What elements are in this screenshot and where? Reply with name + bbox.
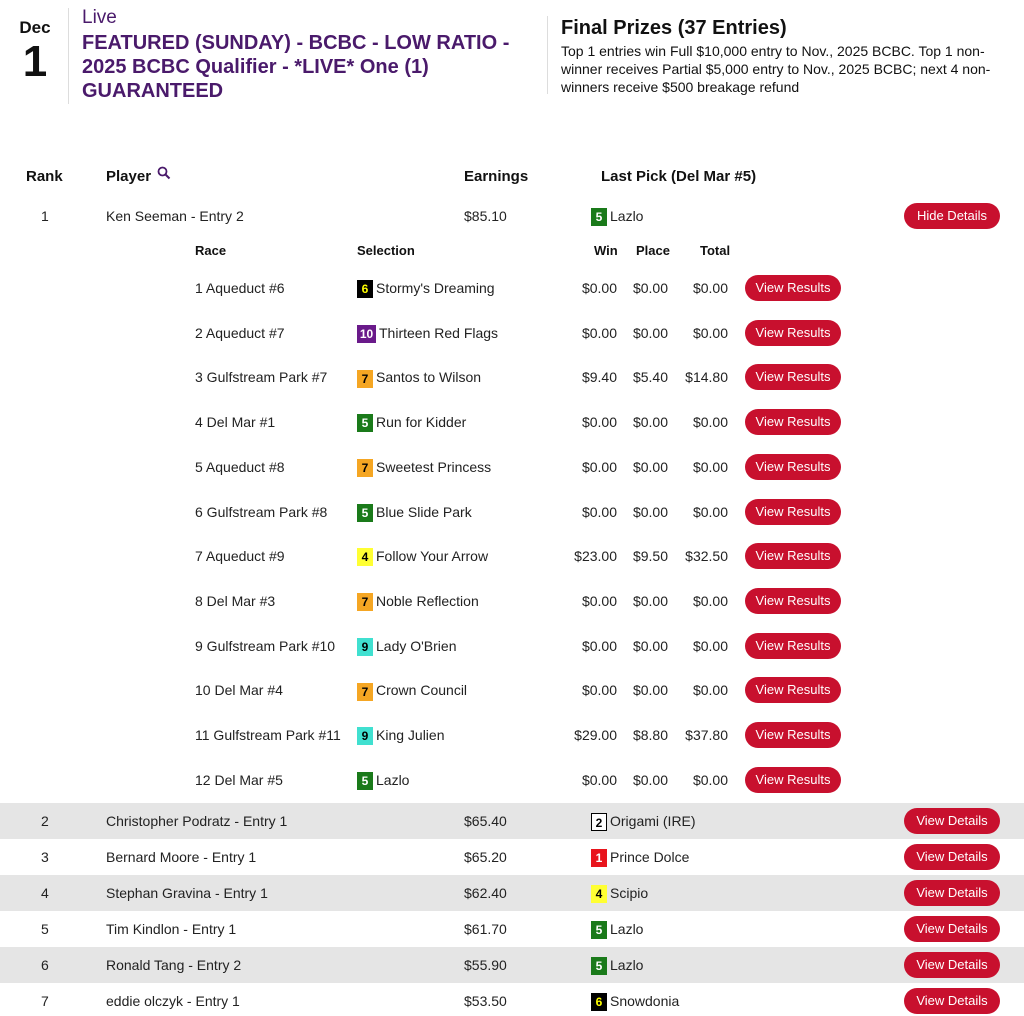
race-name: 6 Gulfstream Park #8 <box>195 503 328 520</box>
view-details-button[interactable]: View Details <box>904 844 1000 870</box>
race-detail-row <box>0 624 1024 668</box>
prizes-info <box>561 17 1016 96</box>
race-name: 10 Del Mar #4 <box>195 682 283 699</box>
view-results-button[interactable]: View Results <box>745 320 841 346</box>
tournament-name: FEATURED (SUNDAY) - BCBC - LOW RATIO - 2025 BCBC Qualifier - *LIVE* One (1) GUARANTEED <box>82 32 510 102</box>
win-amount: $0.00 <box>581 592 617 609</box>
total-amount: $0.00 <box>692 324 728 341</box>
leaderboard-row <box>0 947 1024 983</box>
last-pick <box>591 839 689 875</box>
earnings-cell: $61.70 <box>464 921 507 937</box>
rank-cell: 6 <box>41 957 49 973</box>
selection <box>357 445 491 489</box>
total-amount: $0.00 <box>692 458 728 475</box>
horse-name: Sweetest Princess <box>376 458 492 475</box>
place-amount: $0.00 <box>632 682 668 699</box>
race-detail-row <box>0 534 1024 578</box>
total-amount: $0.00 <box>692 771 728 788</box>
view-details-button[interactable]: View Details <box>904 808 1000 834</box>
view-results-button[interactable]: View Results <box>745 543 841 569</box>
horse-name: Prince Dolce <box>610 849 690 865</box>
race-name: 8 Del Mar #3 <box>195 592 276 609</box>
race-detail-row <box>0 445 1024 489</box>
view-results-button[interactable]: View Results <box>745 409 841 435</box>
win-amount: $0.00 <box>581 682 617 699</box>
total-amount: $0.00 <box>692 503 728 520</box>
program-number-badge: 4 <box>357 548 373 566</box>
view-results-button[interactable]: View Results <box>745 677 841 703</box>
place-amount: $0.00 <box>632 414 668 431</box>
total-amount: $14.80 <box>685 369 728 386</box>
horse-name: Snowdonia <box>610 993 680 1009</box>
program-number-badge: 6 <box>591 993 607 1011</box>
player-name: Tim Kindlon - Entry 1 <box>106 921 237 937</box>
view-results-button[interactable]: View Results <box>745 499 841 525</box>
view-results-button[interactable]: View Results <box>745 275 841 301</box>
place-amount: $0.00 <box>632 458 668 475</box>
race-name: 12 Del Mar #5 <box>195 771 283 788</box>
win-amount: $0.00 <box>581 280 617 296</box>
view-results-button[interactable]: View Results <box>745 454 841 480</box>
leaderboard-row <box>0 875 1024 911</box>
last-pick <box>591 911 643 947</box>
view-details-button[interactable]: View Details <box>904 880 1000 906</box>
program-number-badge: 9 <box>357 727 373 745</box>
tournament-status: Live <box>82 7 117 28</box>
selection <box>357 400 466 444</box>
horse-name: Crown Council <box>376 682 468 699</box>
earnings-cell: $85.10 <box>464 208 507 224</box>
detail-header-total: Total <box>700 243 731 258</box>
column-header-last-pick: Last Pick (Del Mar #5) <box>601 168 757 185</box>
rank-cell: 4 <box>41 885 49 901</box>
place-amount: $8.80 <box>632 727 668 743</box>
horse-name: Blue Slide Park <box>376 503 472 520</box>
win-amount: $0.00 <box>581 458 617 475</box>
race-detail-row <box>0 490 1024 534</box>
horse-name: Stormy's Dreaming <box>376 280 495 296</box>
race-detail-row <box>0 579 1024 623</box>
total-amount: $0.00 <box>692 280 728 296</box>
place-amount: $0.00 <box>632 324 668 341</box>
earnings-cell: $62.40 <box>464 885 507 901</box>
selection <box>357 758 409 802</box>
program-number-badge: 5 <box>591 921 607 939</box>
view-results-button[interactable]: View Results <box>745 588 841 614</box>
place-amount: $0.00 <box>632 771 668 788</box>
view-results-button[interactable]: View Results <box>745 722 841 748</box>
program-number-badge: 7 <box>357 459 373 477</box>
player-name: Bernard Moore - Entry 1 <box>106 849 257 865</box>
total-amount: $37.80 <box>685 727 728 743</box>
view-results-button[interactable]: View Results <box>745 633 841 659</box>
column-header-earnings: Earnings <box>464 168 529 185</box>
last-pick <box>591 983 679 1016</box>
column-header-player-label: Player <box>106 168 152 185</box>
prizes-title: Final Prizes (37 Entries) <box>561 17 787 39</box>
place-amount: $0.00 <box>632 503 668 520</box>
horse-name: Origami (IRE) <box>610 813 696 829</box>
race-name: 1 Aqueduct #6 <box>195 280 285 296</box>
divider <box>68 8 69 104</box>
view-details-button[interactable]: View Details <box>904 916 1000 942</box>
place-amount: $0.00 <box>632 280 668 296</box>
race-detail-row <box>0 713 1024 757</box>
horse-name: Lazlo <box>610 957 644 973</box>
column-header-rank: Rank <box>26 168 63 185</box>
horse-name: Run for Kidder <box>376 414 467 431</box>
race-name: 9 Gulfstream Park #10 <box>195 637 336 654</box>
divider <box>547 16 548 94</box>
horse-name: Lazlo <box>376 771 410 788</box>
rank-cell: 5 <box>41 921 49 937</box>
rank-cell: 1 <box>41 208 49 224</box>
rank-cell: 2 <box>41 813 49 829</box>
program-number-badge: 4 <box>591 885 607 903</box>
win-amount: $0.00 <box>581 324 617 341</box>
rank-cell: 3 <box>41 849 49 865</box>
detail-header-place: Place <box>636 243 670 258</box>
win-amount: $23.00 <box>574 548 617 565</box>
selection <box>357 579 479 623</box>
win-amount: $9.40 <box>581 369 617 386</box>
program-number-badge: 1 <box>591 849 607 867</box>
earnings-cell: $55.90 <box>464 957 507 973</box>
last-pick <box>591 875 648 911</box>
win-amount: $0.00 <box>581 414 617 431</box>
earnings-cell: $65.40 <box>464 813 507 829</box>
total-amount: $0.00 <box>692 637 728 654</box>
program-number-badge: 7 <box>357 593 373 611</box>
selection <box>357 266 495 310</box>
race-name: 2 Aqueduct #7 <box>195 324 285 341</box>
horse-name: Lazlo <box>610 208 644 224</box>
player-name: Ronald Tang - Entry 2 <box>106 957 242 973</box>
program-number-badge: 6 <box>357 280 373 298</box>
race-name: 5 Aqueduct #8 <box>195 458 285 475</box>
detail-header-win: Win <box>594 243 618 258</box>
rank-cell: 7 <box>41 993 49 1009</box>
date-block <box>0 18 70 84</box>
hide-details-button[interactable]: Hide Details <box>904 203 1000 229</box>
earnings-cell: $65.20 <box>464 849 507 865</box>
leaderboard-row <box>0 839 1024 875</box>
program-number-badge: 5 <box>357 414 373 432</box>
tournament-info <box>82 7 540 103</box>
player-name: Ken Seeman - Entry 2 <box>106 208 244 224</box>
player-name: Stephan Gravina - Entry 1 <box>106 885 268 901</box>
horse-name: Follow Your Arrow <box>376 548 489 565</box>
race-detail-row <box>0 355 1024 399</box>
view-results-button[interactable]: View Results <box>745 364 841 390</box>
race-detail-row <box>0 311 1024 355</box>
selection <box>357 534 488 578</box>
race-name: 7 Aqueduct #9 <box>195 548 285 565</box>
program-number-badge: 2 <box>591 813 607 831</box>
race-detail-row <box>0 668 1024 712</box>
selection <box>357 355 481 399</box>
race-name: 11 Gulfstream Park #11 <box>195 727 341 743</box>
place-amount: $5.40 <box>632 369 668 386</box>
program-number-badge: 7 <box>357 370 373 388</box>
program-number-badge: 5 <box>591 957 607 975</box>
horse-name: King Julien <box>376 727 445 743</box>
place-amount: $0.00 <box>632 592 668 609</box>
horse-name: Santos to Wilson <box>376 369 482 386</box>
race-detail-row <box>0 266 1024 310</box>
column-header-player <box>106 168 171 185</box>
last-pick <box>591 947 643 983</box>
last-pick <box>591 803 696 839</box>
total-amount: $0.00 <box>692 414 728 431</box>
race-detail-row <box>0 400 1024 444</box>
program-number-badge: 5 <box>357 772 373 790</box>
last-pick <box>591 198 643 234</box>
leaderboard-row-expanded <box>0 198 1024 234</box>
horse-name: Lazlo <box>610 921 644 937</box>
leaderboard-row <box>0 911 1024 947</box>
selection <box>357 713 445 757</box>
program-number-badge: 5 <box>591 208 607 226</box>
win-amount: $29.00 <box>574 727 617 743</box>
detail-header-race: Race <box>195 243 227 258</box>
selection <box>357 668 467 712</box>
date-month: Dec <box>19 18 51 37</box>
search-icon[interactable] <box>157 166 171 184</box>
earnings-cell: $53.50 <box>464 993 507 1009</box>
total-amount: $32.50 <box>685 548 728 565</box>
leaderboard-row <box>0 983 1024 1016</box>
prizes-description: Top 1 entries win Full $10,000 entry to Nov., 2025 BCBC. Top 1 non-winner receives Partial $5,000 entry to Nov., 2025 BCBC; next 4 non-winners receive $500 breakage refund <box>561 43 991 95</box>
race-detail-row <box>0 758 1024 802</box>
program-number-badge: 9 <box>357 638 373 656</box>
program-number-badge: 7 <box>357 683 373 701</box>
date-day: 1 <box>22 37 48 86</box>
race-name: 3 Gulfstream Park #7 <box>195 369 328 386</box>
total-amount: $0.00 <box>692 592 728 609</box>
program-number-badge: 5 <box>357 504 373 522</box>
program-number-badge: 10 <box>357 325 376 343</box>
detail-header-selection: Selection <box>357 243 415 258</box>
view-details-button[interactable]: View Details <box>904 952 1000 978</box>
win-amount: $0.00 <box>581 503 617 520</box>
view-results-button[interactable]: View Results <box>745 767 841 793</box>
horse-name: Scipio <box>610 885 649 901</box>
selection <box>357 490 472 534</box>
race-name: 4 Del Mar #1 <box>195 414 276 431</box>
horse-name: Thirteen Red Flags <box>379 324 499 341</box>
view-details-button[interactable]: View Details <box>904 988 1000 1014</box>
horse-name: Noble Reflection <box>376 592 479 609</box>
leaderboard-row <box>0 803 1024 839</box>
total-amount: $0.00 <box>692 682 728 699</box>
horse-name: Lady O'Brien <box>376 637 457 654</box>
place-amount: $9.50 <box>632 548 668 565</box>
player-name: Christopher Podratz - Entry 1 <box>106 813 288 829</box>
selection <box>357 311 498 355</box>
player-name: eddie olczyk - Entry 1 <box>106 993 240 1009</box>
win-amount: $0.00 <box>581 637 617 654</box>
win-amount: $0.00 <box>581 771 617 788</box>
selection <box>357 624 457 668</box>
place-amount: $0.00 <box>632 637 668 654</box>
